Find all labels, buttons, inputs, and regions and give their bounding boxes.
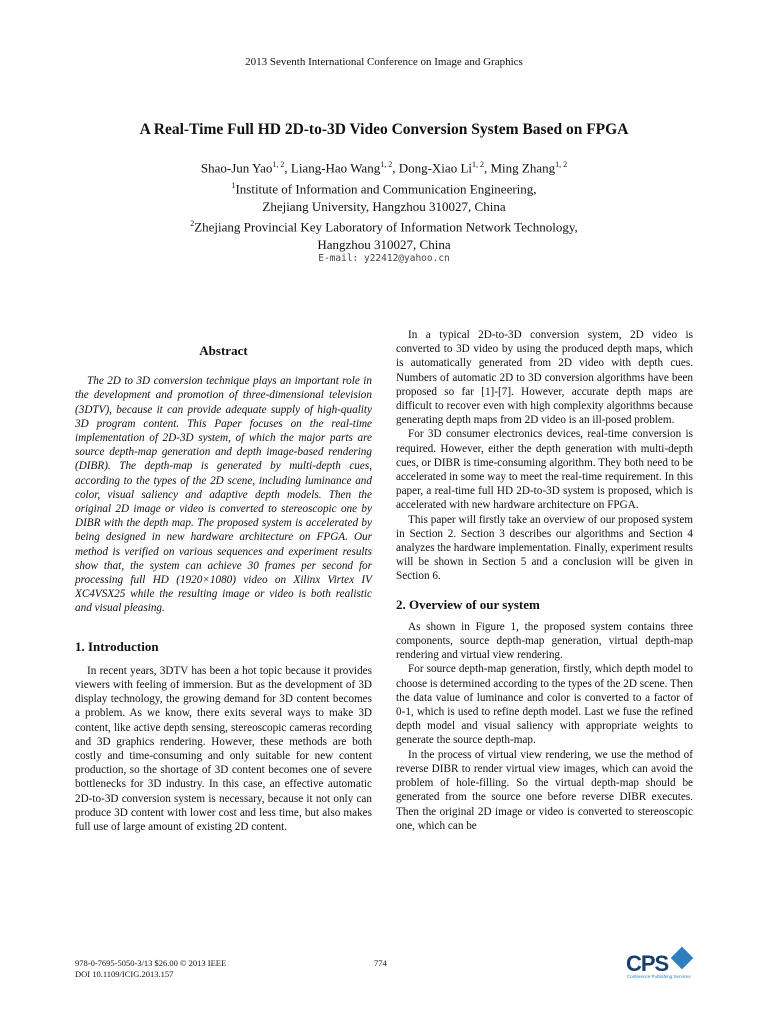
- author-name: Shao-Jun Yao: [200, 160, 273, 176]
- cps-logo-subtitle: Conference Publishing Services: [627, 974, 691, 979]
- author-block: [0, 156, 768, 265]
- paper-title: A Real-Time Full HD 2D-to-3D Video Conversion System Based on FPGA: [139, 121, 629, 138]
- overview-paragraph: As shown in Figure 1, the proposed system contains three components, source depth-map generation, virtual depth-map rendering and virtual view rendering.: [396, 620, 693, 662]
- affiliation-1-location: Zhejiang University, Hangzhou 310027, China: [262, 198, 506, 214]
- author-list: Shao-Jun Yao$^{1, 2}$, Liang-Hao Wang$^{1, 2}$, Dong-Xiao Li$^{1, 2}$, Ming Zhang$^{1, 2}$: [200, 160, 568, 176]
- page-number: 774: [374, 958, 387, 968]
- body-paragraph: In a typical 2D-to-3D conversion system, 2D video is converted to 3D video by using the produced depth maps, which is automatically generated from 2D video with depth cues. Numbers of automatic 2D to 3D conversion algorithms have been proposed so far [1]-[7]. However, accurate depth maps are difficult to recover even with high complexity algorithms because generating depth maps from 2D video is an ill-posed problem.: [396, 329, 693, 427]
- overview-paragraph: For source depth-map generation, firstly, which depth model to choose is determined according to the types of the 2D scene. Then the data value of luminance and color is converted to a factor of 0-1, which is used to refine depth model. Last we fuse the refined depth model and visual saliency with appropriate weights to generate the source depth-map.: [396, 663, 693, 747]
- body-paragraph: For 3D consumer electronics devices, real-time conversion is required. However, either the depth generation with multi-depth cues, or DIBR is time-consuming algorithm. They both need to be accelerated in some way to meet the real-time requirement. In this paper, a real-time full HD 2D-to-3D system is proposed, which is accelerated with new hardware architecture on FPGA.: [396, 428, 693, 512]
- isbn-line: 978-0-7695-5050-3/13 $26.00 © 2013 IEEE: [75, 958, 227, 968]
- affiliation-2-location: Hangzhou 310027, China: [317, 236, 451, 252]
- doi-line: DOI 10.1109/ICIG.2013.157: [75, 969, 174, 979]
- author-name: Liang-Hao Wang: [290, 160, 381, 176]
- body-paragraph: This paper will firstly take an overview of our proposed system in Section 2. Section 3 describes our algorithms and Section 4 analyzes the hardware implementation. Finally, experiment results will be shown in Section 5 and a conclusion will be given in Section 6.: [396, 513, 693, 583]
- cps-logo: [626, 948, 692, 982]
- affiliation-2: $^2$Zhejiang Provincial Key Laboratory of Information Network Technology,: [190, 219, 578, 235]
- conference-header: 2013 Seventh International Conference on Image and Graphics: [245, 56, 523, 68]
- introduction-paragraph: In recent years, 3DTV has been a hot topic because it provides viewers with feeling of immersion. But as the development of 3D display technology, the growing demand for 3D content becomes a problem. As we know, there exits several ways to make 3D content, like active depth sensing, stereoscopic cameras recording and 3D graphics rendering. However, these methods are both costly and time-consuming and only suitable for new content production, so the shortage of 3D content becomes one of severe bottlenecks for 3D industry. In this case, an effective automatic 2D-to-3D conversion system is necessary, because it not only can produce 3D content with lower cost and less time, but also makes full use of large amount of existing 2D content.: [75, 664, 372, 834]
- author-affiliation: 1, 2: [472, 160, 484, 169]
- introduction-heading: 1. Introduction: [75, 638, 159, 654]
- abstract-heading: Abstract: [199, 343, 248, 358]
- left-column: [75, 328, 372, 834]
- author-affiliation: 1, 2: [555, 160, 568, 169]
- author-email: E-mail: y22412@yahoo.cn: [318, 253, 450, 265]
- author-name: Ming Zhang: [490, 160, 556, 176]
- diamond-icon: [671, 947, 694, 970]
- cps-logo-text: CPS: [626, 951, 669, 976]
- affiliation-1: $^1$Institute of Information and Communication Engineering,: [231, 180, 537, 197]
- author-name: Dong-Xiao Li: [398, 160, 472, 176]
- overview-paragraph: In the process of virtual view rendering, we use the method of reverse DIBR to render virtual view images, which can avoid the problem of hole-filling. So the virtual depth-map should be generated from the source one before reverse DIBR executes. Then the original 2D image or video is converted to stereoscopic one, which can be: [396, 748, 693, 832]
- abstract-text: The 2D to 3D conversion technique plays an important role in the development and promotion of three-dimensional television (3DTV), because it can provide adequate supply of high-quality 3D program content. This Paper focuses on the real-time implementation of 2D-3D system, of which the major parts are source depth-map generation and depth image-based rendering (DIBR). The depth-map is generated by multi-depth cues, according to the types of the 2D scene, including luminance and color, visual saliency and adaptive depth models. Then the original 2D image or video is converted to stereoscopic one by DIBR with the depth map. The proposed system is accelerated by being designed in new hardware architecture on FPGA. Our method is verified on various sequences and experiment results show that, the system can achieve 30 frames per second for processing full HD (1920×1080) video on Xilinx Virtex IV XC4VSX25 while the resulting image or video is both realistic and visual pleasing.: [75, 375, 372, 615]
- author-affiliation: 1, 2: [380, 160, 393, 169]
- right-column: [396, 328, 693, 833]
- overview-heading: 2. Overview of our system: [396, 596, 540, 612]
- footer-identifiers: [75, 958, 226, 980]
- author-affiliation: 1, 2: [272, 160, 285, 169]
